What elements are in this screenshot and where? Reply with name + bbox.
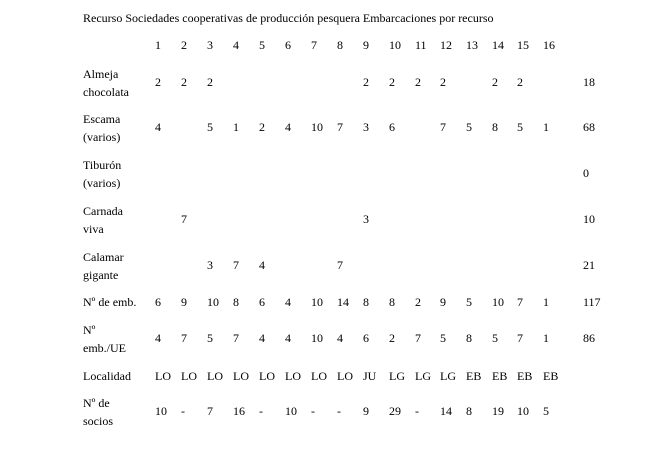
table-cell: LG — [440, 369, 456, 383]
table-cell: 7 — [233, 258, 239, 272]
column-header: 7 — [311, 38, 317, 52]
row-label — [83, 110, 120, 146]
table-cell: 2 — [155, 75, 161, 89]
row-total: 68 — [583, 120, 595, 134]
column-header: 6 — [285, 38, 291, 52]
table-cell: 6 — [259, 295, 265, 309]
table-cell: 19 — [492, 404, 504, 418]
row-total: 18 — [583, 75, 595, 89]
row-label-line: Tiburón — [83, 158, 122, 172]
table-cell: 2 — [492, 75, 498, 89]
table-cell: 10 — [492, 295, 504, 309]
column-header: 10 — [389, 38, 401, 52]
column-header: 16 — [543, 38, 555, 52]
table-cell: EB — [517, 369, 533, 383]
table-cell: 8 — [389, 295, 395, 309]
row-total: 21 — [583, 258, 595, 272]
table-cell: 8 — [492, 120, 498, 134]
table-cell: JU — [363, 369, 377, 383]
table-cell: 5 — [492, 331, 498, 345]
table-cell: 7 — [415, 331, 421, 345]
row-label-line: Nº de — [83, 396, 110, 410]
column-header: 9 — [363, 38, 369, 52]
row-label-line: gigante — [83, 268, 119, 282]
column-header: 4 — [233, 38, 239, 52]
table-cell: 4 — [155, 331, 161, 345]
table-cell: 1 — [543, 120, 549, 134]
table-cell: 2 — [440, 75, 446, 89]
column-header: 15 — [517, 38, 529, 52]
table-cell: 14 — [440, 404, 452, 418]
column-header: 5 — [259, 38, 265, 52]
table-cell: LO — [155, 369, 171, 383]
table-cell: 9 — [181, 295, 187, 309]
table-cell: 1 — [543, 331, 549, 345]
row-label-line: (varios) — [83, 176, 121, 190]
row-label-line: Nº — [83, 323, 96, 337]
table-cell: 2 — [363, 75, 369, 89]
table-cell: 7 — [440, 120, 446, 134]
table-cell: 10 — [311, 295, 323, 309]
row-total: 0 — [583, 166, 589, 180]
table-cell: 5 — [466, 120, 472, 134]
table-cell: 7 — [181, 331, 187, 345]
table-cell: 2 — [517, 75, 523, 89]
table-cell: 4 — [337, 331, 343, 345]
table-cell: EB — [543, 369, 559, 383]
table-cell: 14 — [337, 295, 349, 309]
table-title: Recurso Sociedades cooperativas de producción pesquera Embarcaciones por recurso — [83, 11, 494, 25]
row-label — [83, 65, 129, 101]
column-header: 3 — [207, 38, 213, 52]
row-label-line: Calamar — [83, 250, 124, 264]
row-label-line: chocolata — [83, 85, 129, 99]
row-label-line: Localidad — [83, 369, 131, 383]
row-label — [83, 248, 124, 284]
table-cell: 7 — [233, 331, 239, 345]
column-header: 1 — [155, 38, 161, 52]
table-cell: 2 — [389, 331, 395, 345]
row-label — [83, 293, 136, 311]
table-cell: 4 — [259, 258, 265, 272]
row-label-line: Almeja — [83, 67, 119, 81]
row-label-line: viva — [83, 222, 104, 236]
table-cell: - — [311, 404, 315, 418]
table-cell: - — [337, 404, 341, 418]
table-cell: 16 — [233, 404, 245, 418]
column-header: 8 — [337, 38, 343, 52]
table-cell: 9 — [363, 404, 369, 418]
row-label-line: Escama — [83, 112, 121, 126]
table-cell: - — [181, 404, 185, 418]
table-cell: EB — [492, 369, 508, 383]
column-header: 2 — [181, 38, 187, 52]
table-cell: 1 — [543, 295, 549, 309]
row-label-line: Nº de emb. — [83, 295, 137, 309]
column-header: 11 — [415, 38, 427, 52]
table-cell: 2 — [259, 120, 265, 134]
table-cell: EB — [466, 369, 482, 383]
row-total: 86 — [583, 331, 595, 345]
table-cell: 10 — [311, 331, 323, 345]
table-cell: 7 — [517, 331, 523, 345]
table-cell: 8 — [466, 404, 472, 418]
table-cell: 7 — [517, 295, 523, 309]
table-cell: 7 — [337, 258, 343, 272]
table-cell: 1 — [233, 120, 239, 134]
table-cell: LO — [181, 369, 197, 383]
table-cell: 2 — [207, 75, 213, 89]
row-label-line: socios — [83, 414, 113, 428]
row-total: 10 — [583, 212, 595, 226]
table-cell: 5 — [207, 120, 213, 134]
row-label — [83, 202, 123, 238]
table-cell: 29 — [389, 404, 401, 418]
table-cell: 8 — [466, 331, 472, 345]
table-cell: 3 — [207, 258, 213, 272]
table-cell: 2 — [415, 295, 421, 309]
table-cell: 4 — [285, 120, 291, 134]
table-cell: - — [415, 404, 419, 418]
table-cell: 9 — [440, 295, 446, 309]
row-label — [83, 321, 126, 357]
table-cell: LO — [207, 369, 223, 383]
table-cell: 2 — [415, 75, 421, 89]
table-cell: 5 — [517, 120, 523, 134]
table-cell: 5 — [466, 295, 472, 309]
table-cell: 5 — [543, 404, 549, 418]
table-cell: 8 — [233, 295, 239, 309]
table-cell: 10 — [311, 120, 323, 134]
table-cell: LO — [259, 369, 275, 383]
column-header: 12 — [440, 38, 452, 52]
table-cell: - — [259, 404, 263, 418]
table-cell: 7 — [337, 120, 343, 134]
table-cell: 3 — [363, 120, 369, 134]
table-cell: LO — [311, 369, 327, 383]
row-label — [83, 367, 131, 385]
table-cell: LO — [337, 369, 353, 383]
table-cell: 7 — [181, 212, 187, 226]
table-cell: 7 — [207, 404, 213, 418]
row-label — [83, 156, 121, 192]
table-cell: 4 — [285, 295, 291, 309]
table-cell: 5 — [207, 331, 213, 345]
table-cell: 2 — [181, 75, 187, 89]
table-cell: LG — [389, 369, 405, 383]
row-total: 117 — [583, 295, 601, 309]
table-cell: 6 — [363, 331, 369, 345]
table-cell: LG — [415, 369, 431, 383]
row-label-line: emb./UE — [83, 341, 126, 355]
table-cell: LO — [285, 369, 301, 383]
table-cell: 10 — [207, 295, 219, 309]
table-cell: 10 — [285, 404, 297, 418]
column-header: 13 — [466, 38, 478, 52]
column-header: 14 — [492, 38, 504, 52]
table-cell: 6 — [389, 120, 395, 134]
table-cell: LO — [233, 369, 249, 383]
table-cell: 4 — [259, 331, 265, 345]
table-cell: 8 — [363, 295, 369, 309]
table-cell: 6 — [155, 295, 161, 309]
row-label — [83, 394, 113, 430]
table-cell: 10 — [517, 404, 529, 418]
row-label-line: Carnada — [83, 204, 123, 218]
table-cell: 5 — [440, 331, 446, 345]
table-cell: 4 — [155, 120, 161, 134]
table-cell: 4 — [285, 331, 291, 345]
table-cell: 10 — [155, 404, 167, 418]
table-cell: 2 — [389, 75, 395, 89]
table-cell: 3 — [363, 212, 369, 226]
row-label-line: (varios) — [83, 130, 121, 144]
